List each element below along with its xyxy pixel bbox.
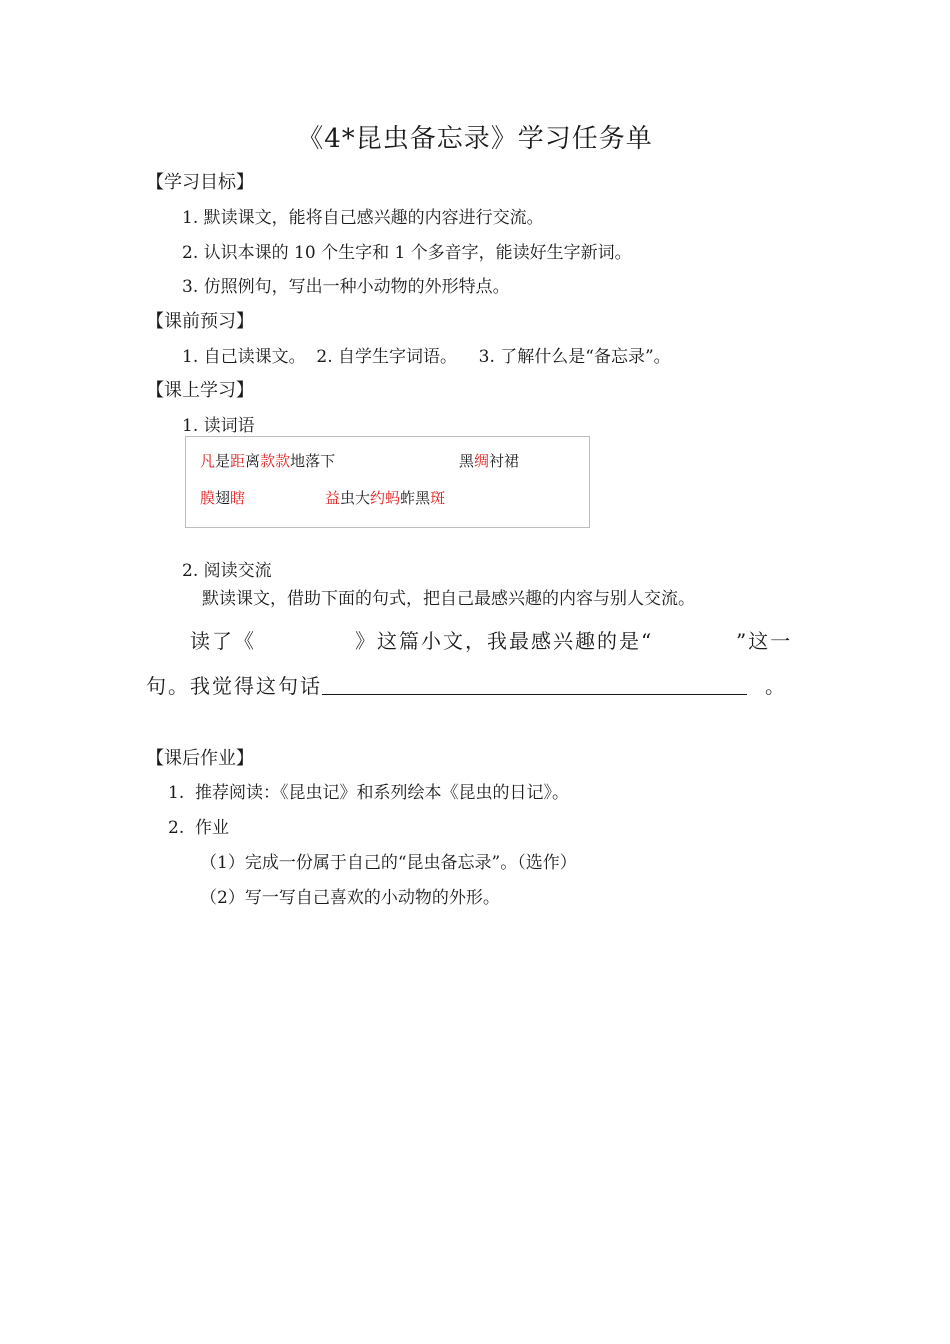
homework-sub-1: （1）完成一份属于自己的“昆虫备忘录”。（选作） [200,853,577,873]
sentence-frame-part-2: 》这篇小文，我最感兴趣的是“ [355,629,654,653]
vocab-word-3: 膜翅瞎 [200,489,246,507]
sentence-frame-part-1: 读了《 [190,629,256,653]
preview-items: 1. 自己读课文。 2. 自学生字词语。 3. 了解什么是“备忘录”。 [182,347,671,367]
goals-heading: 【学习目标】 [146,172,254,193]
page-title: 《4*昆虫备忘录》学习任务单 [297,124,653,154]
vocab-word-1: 凡是距离款款地落下 [200,452,336,470]
homework-item-1: 1. 推荐阅读：《昆虫记》和系列绘本《昆虫的日记》。 [168,783,570,803]
class-heading: 【课上学习】 [146,380,254,401]
preview-heading: 【课前预习】 [146,311,254,332]
goal-item-2: 2. 认识本课的 10 个生字和 1 个多音字，能读好生字新词。 [182,243,632,263]
homework-heading: 【课后作业】 [146,748,254,769]
homework-sub-2: （2）写一写自己喜欢的小动物的外形。 [200,888,500,908]
sentence-frame-line-2: 句。我觉得这句话 。 [146,674,787,698]
goal-item-3: 3. 仿照例句，写出一种小动物的外形特点。 [182,277,510,297]
vocab-word-4: 益虫大约蚂蚱黑斑 [325,489,446,507]
sentence-frame-part-3: ”这一 [736,629,793,653]
exchange-instruction: 默读课文，借助下面的句式，把自己最感兴趣的内容与别人交流。 [202,589,695,609]
vocab-word-2: 黑绸衬裙 [459,452,520,470]
exchange-label: 2. 阅读交流 [182,561,272,581]
read-words-label: 1. 读词语 [182,416,255,436]
fill-in-blank-line[interactable] [322,674,747,695]
homework-item-2: 2. 作业 [168,818,230,838]
goal-item-1: 1. 默读课文，能将自己感兴趣的内容进行交流。 [182,208,544,228]
